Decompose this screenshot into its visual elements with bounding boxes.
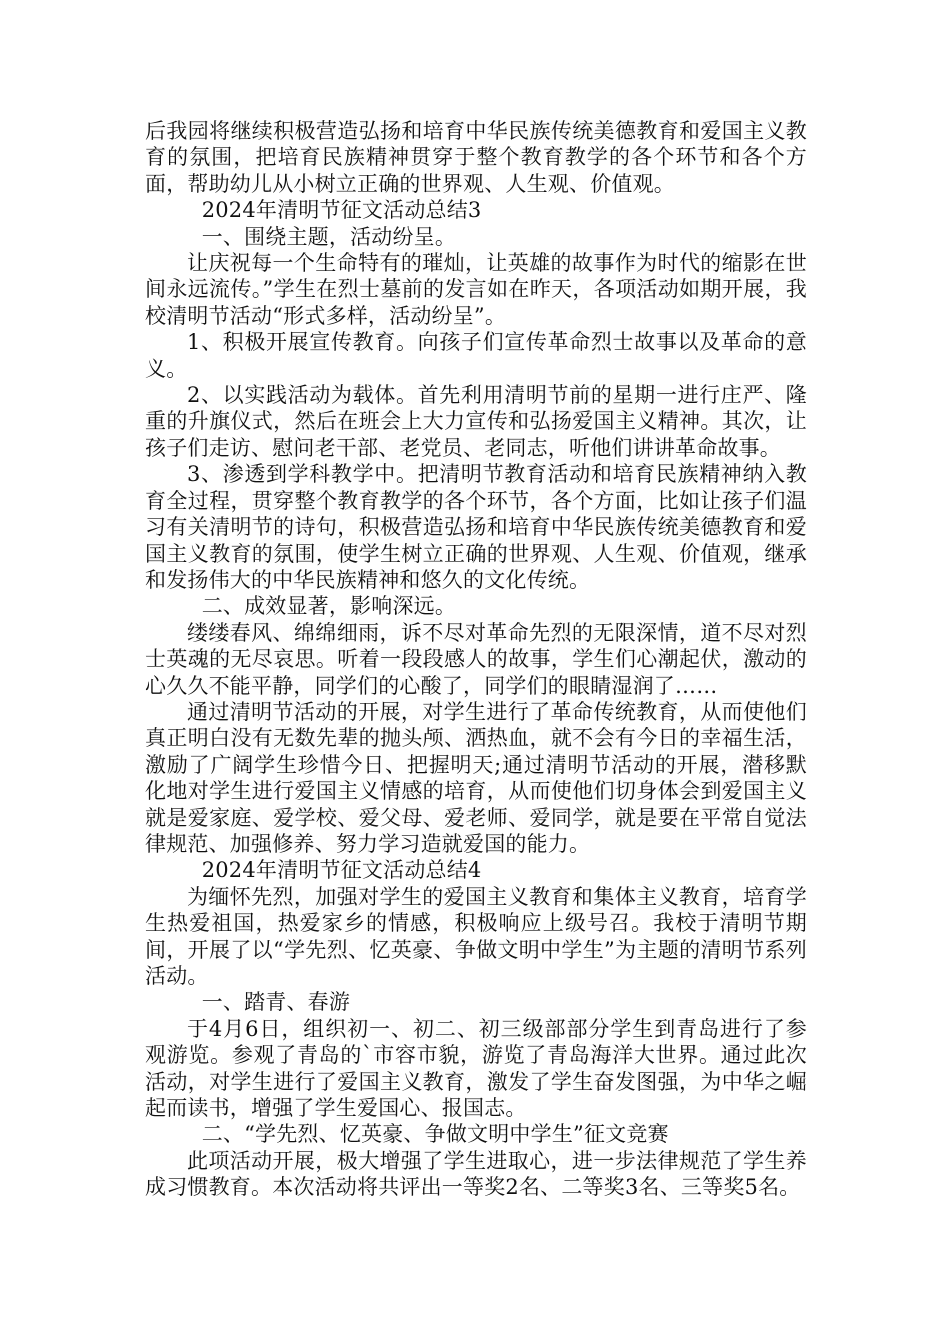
section-title-summary-4: 2024年清明节征文活动总结4 (201, 858, 482, 883)
paragraph-intro-closing: 后我园将继续积极营造弘扬和培育中华民族传统美德教育和爱国主义教育的氛围，把培育民族精神贯穿于整个教育教学的各个环节和各个方面，帮助幼儿从小树立正确的世界观、人生观、价值观。 (145, 119, 807, 196)
subheading-effects: 二、成效显著，影响深远。 (201, 594, 457, 619)
subheading-theme-activities: 一、围绕主题，活动纷呈。 (201, 224, 457, 249)
section-title-summary-3: 2024年清明节征文活动总结3 (201, 198, 482, 223)
subheading-essay-contest: 二、“学先烈、忆英豪、争做文明中学生”征文竞赛 (201, 1122, 669, 1147)
paragraph-contest-results: 此项活动开展，极大增强了学生进取心，进一步法律规范了学生养成习惯教育。本次活动将共评出一等奖2名、二等奖3名、三等奖5名。 (145, 1148, 807, 1200)
document-body (145, 118, 807, 1201)
paragraph-item-2: 2、以实践活动为载体。首先利用清明节前的星期一进行庄严、隆重的升旗仪式，然后在班会上大力宣传和弘扬爱国主义精神。其次，让孩子们走访、慰问老干部、老党员、老同志，听他们讲讲革命故事。 (145, 383, 807, 460)
paragraph-qingdao-visit: 于4月6日，组织初一、初二、初三级部部分学生到青岛进行了参观游览。参观了青岛的`市容市貌，游览了青岛海洋大世界。通过此次活动，对学生进行了爱国主义教育，激发了学生奋发图强，为中华之崛起而读书，增强了学生爱国心、报国志。 (145, 1016, 807, 1121)
paragraph-theme: 让庆祝每一个生命特有的璀灿，让英雄的故事作为时代的缩影在世间永远流传。”学生在烈士墓前的发言如在昨天，各项活动如期开展，我校清明节活动“形式多样，活动纷呈”。 (145, 251, 807, 328)
paragraph-item-3: 3、渗透到学科教学中。把清明节教育活动和培育民族精神纳入教育全过程，贯穿整个教育教学的各个环节，各个方面，比如让孩子们温习有关清明节的诗句，积极营造弘扬和培育中华民族传统美德教育和爱国主义教育的氛围，使学生树立正确的世界观、人生观、价值观，继承和发扬伟大的中华民族精神和悠久的文化传统。 (145, 462, 807, 592)
paragraph-purpose: 为缅怀先烈，加强对学生的爱国主义教育和集体主义教育，培育学生热爱祖国，热爱家乡的情感，积极响应上级号召。我校于清明节期间，开展了以“学先烈、忆英豪、争做文明中学生”为主题的清明节系列活动。 (145, 884, 807, 988)
paragraph-emotions: 缕缕春风、绵绵细雨，诉不尽对革命先烈的无限深情，道不尽对烈士英魂的无尽哀思。听着一段段感人的故事，学生们心潮起伏，激动的心久久不能平静，同学们的心酸了，同学们的眼睛湿润了…… (145, 620, 807, 698)
paragraph-outcomes: 通过清明节活动的开展，对学生进行了革命传统教育，从而使他们真正明白没有无数先辈的抛头颅、洒热血，就不会有今日的幸福生活，激励了广阔学生珍惜今日、把握明天;通过清明节活动的开展，潜移默化地对学生进行爱国主义情感的培育，从而使他们切身体会到爱国主义就是爱家庭、爱学校、爱父母、爱老师、爱同学，就是要在平常自觉法律规范、加强修养、努力学习造就爱国的能力。 (145, 699, 807, 856)
subheading-spring-outing: 一、踏青、春游 (201, 990, 351, 1015)
paragraph-item-1: 1、积极开展宣传教育。向孩子们宣传革命烈士故事以及革命的意义。 (145, 330, 807, 381)
